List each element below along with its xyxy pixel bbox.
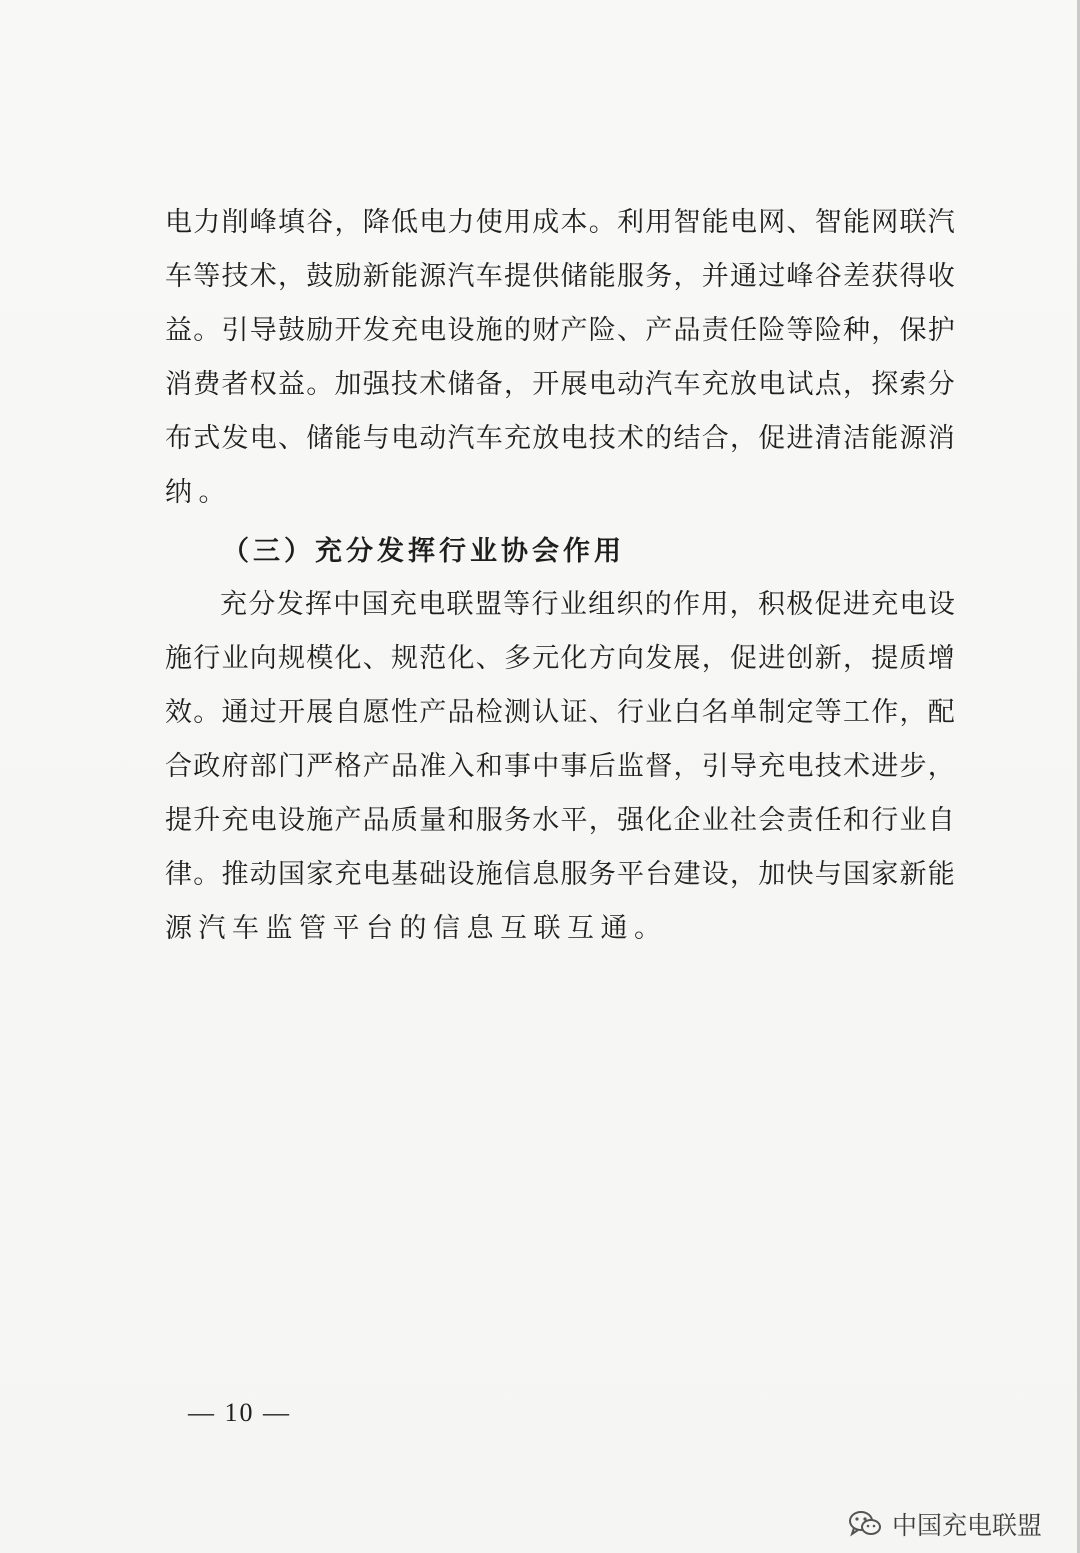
section-heading: （三）充分发挥行业协会作用 [222, 536, 625, 567]
paragraph-line: 律 。 推 动 国 家 充 电 基 础 设 施 信 息 服 务 平 台 建 设 ， 加 快 与 国 家 新 能 [165, 859, 955, 890]
paragraph-line: 布 式 发 电 、 储 能 与 电 动 汽 车 充 放 电 技 术 的 结 合 ， 促 进 清 洁 能 源 消 [165, 423, 955, 454]
paragraph-line: 纳。 [165, 477, 232, 508]
paragraph-line: 充 分 发 挥 中 国 充 电 联 盟 等 行 业 组 织 的 作 用 ， 积 极 促 进 充 电 设 [220, 589, 955, 620]
paragraph-line: 合 政 府 部 门 严 格 产 品 准 入 和 事 中 事 后 监 督 ， 引 导 充 电 技 术 进 步 ， [165, 751, 955, 782]
watermark-text: 中国充电联盟 [891, 1511, 1042, 1540]
paragraph-2 [165, 578, 955, 956]
paragraph-line: 施 行 业 向 规 模 化 、 规 范 化 、 多 元 化 方 向 发 展 ， 促 进 创 新 ， 提 质 增 [165, 643, 955, 674]
paragraph-1 [165, 196, 955, 520]
paragraph-line: 效 。 通 过 开 展 自 愿 性 产 品 检 测 认 证 、 行 业 白 名 单 制 定 等 工 作 ， 配 [165, 697, 955, 728]
paragraph-line: 消 费 者 权 益 。 加 强 技 术 储 备 ， 开 展 电 动 汽 车 充 放 电 试 点 ， 探 索 分 [165, 369, 955, 400]
paragraph-line: 益 。 引 导 鼓 励 开 发 充 电 设 施 的 财 产 险 、 产 品 责 任 险 等 险 种 ， 保 护 [165, 315, 955, 346]
paragraph-line: 提 升 充 电 设 施 产 品 质 量 和 服 务 水 平 ， 强 化 企 业 社 会 责 任 和 行 业 自 [165, 805, 955, 836]
paragraph-line: 车 等 技 术 ， 鼓 励 新 能 源 汽 车 提 供 储 能 服 务 ， 并 通 过 峰 谷 差 获 得 收 [165, 261, 955, 292]
paragraph-line: 源汽车监管平台的信息互联互通。 [165, 913, 668, 944]
wechat-icon [848, 1509, 882, 1539]
paragraph-line: 电 力 削 峰 填 谷 ， 降 低 电 力 使 用 成 本 。 利 用 智 能 电 网 、 智 能 网 联 汽 [165, 207, 955, 238]
watermark [848, 1502, 1042, 1546]
page-number: — 10 — [188, 1398, 291, 1427]
